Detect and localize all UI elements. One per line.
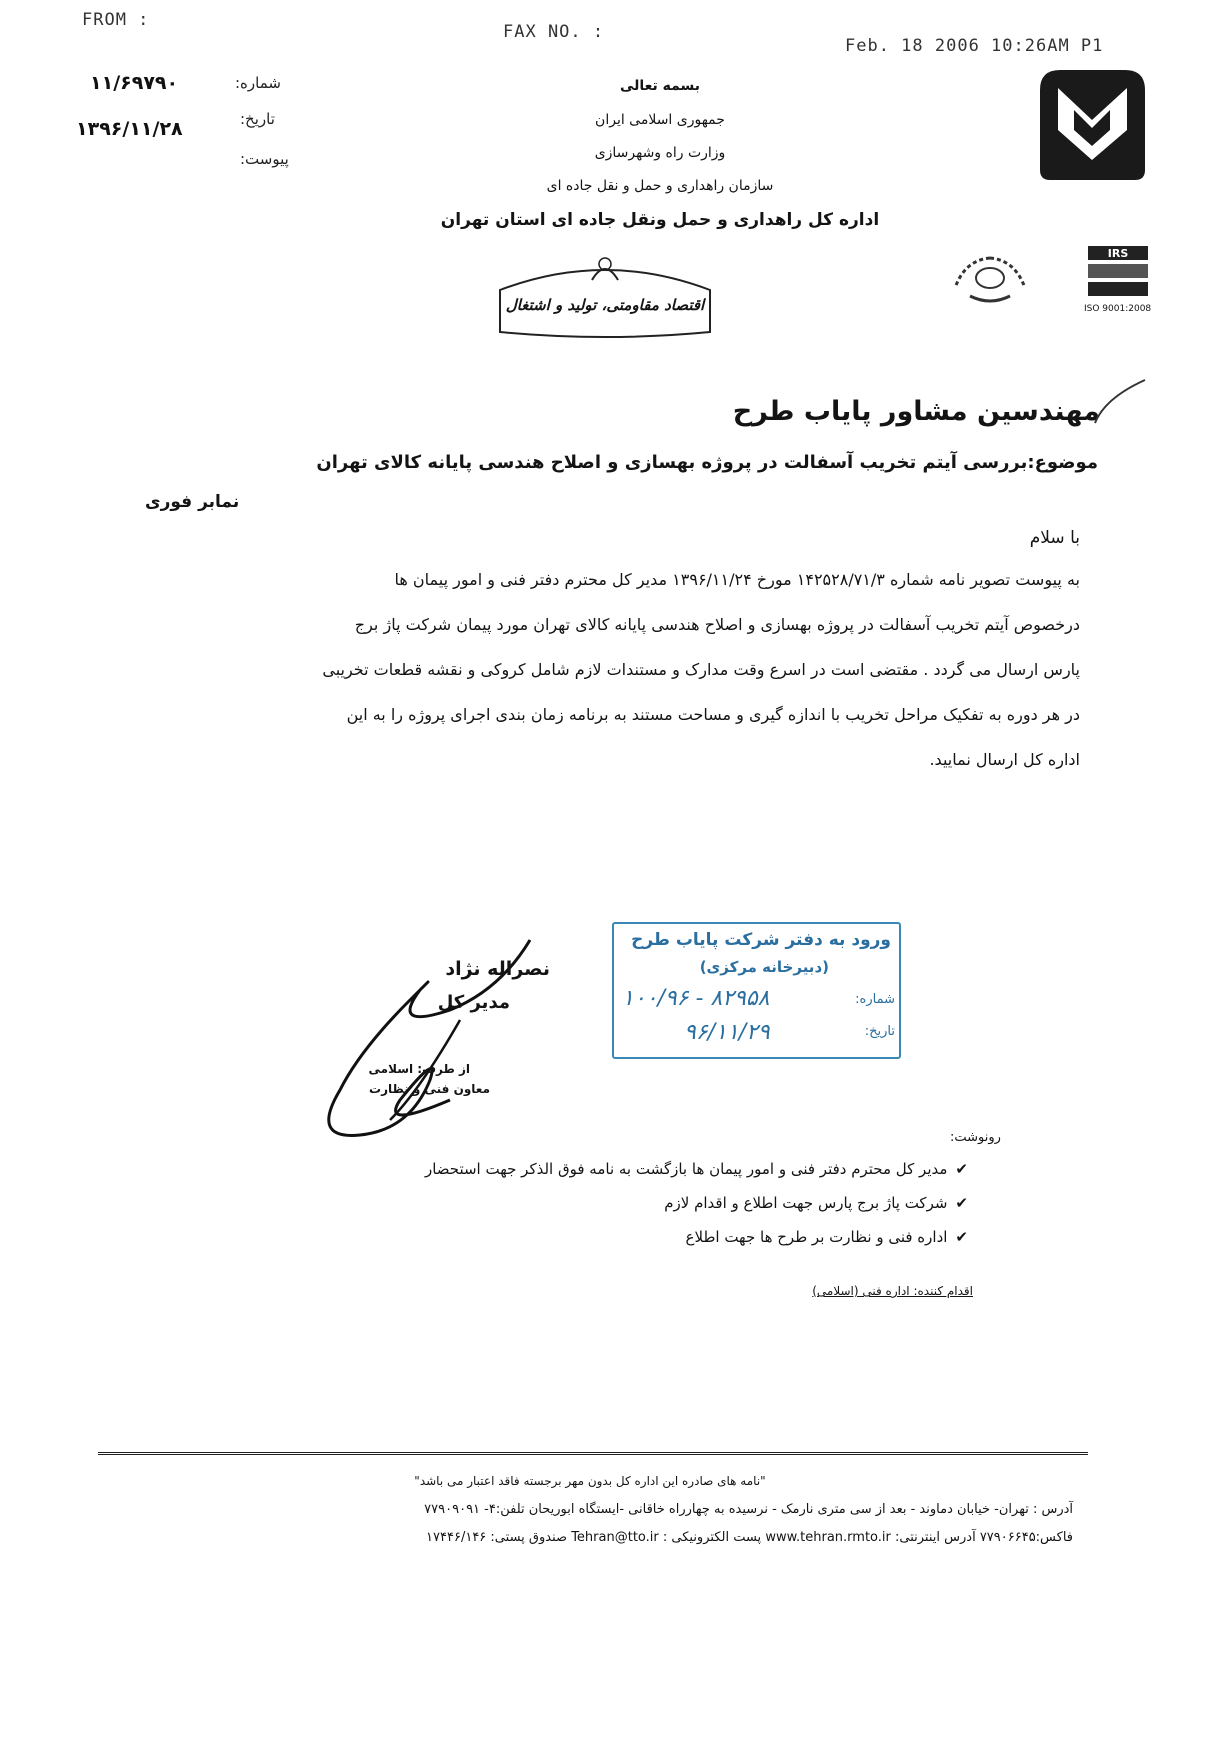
basmala: بسمه تعالی [619, 78, 701, 94]
signature [300, 930, 560, 1160]
ministry-name: وزارت راه وشهرسازی [594, 145, 726, 161]
subject-line: موضوع:بررسی آیتم تخریب آسفالت در پروژه بهسازی و اصلاح هندسی پایانه کالای تهران [316, 452, 1098, 473]
footer-notice: "نامه های صادره این اداره کل بدون مهر برجسته فاقد اعتبار می باشد" [414, 1474, 766, 1488]
attachment-label: پیوست: [240, 150, 289, 168]
stamp-number-label: شماره: [855, 992, 895, 1007]
letter-date-label: تاریخ: [240, 110, 275, 128]
footer-address: آدرس : تهران- خیابان دماوند - بعد از سی متری نارمک - نرسیده به چهارراه خاقانی -ایستگاه ابوریحان تلفن:۴- ۷۷۹۰۹۰۹۱ [424, 1502, 1073, 1517]
deputy-title: معاون فنی و نظارت [369, 1082, 490, 1096]
handwritten-mark [1090, 378, 1150, 428]
slogan-frame [480, 250, 730, 340]
slogan-text: اقتصاد مقاومتی، تولید و اشتغال [505, 296, 705, 314]
cc-item-text: مدیر کل محترم دفتر فنی و امور پیمان ها بازگشت به نامه فوق الذکر جهت استحضار [424, 1160, 948, 1178]
organization-name: سازمان راهداری و حمل و نقل جاده ای [546, 178, 774, 194]
cc-item-text: شرکت پاژ برج پارس جهت اطلاع و اقدام لازم [664, 1194, 948, 1212]
signer-name: نصراله نژاد [445, 958, 550, 980]
urgency-label: نمابر فوری [145, 492, 240, 512]
fax-from-label: FROM : [82, 10, 150, 30]
signer-title: مدیر کل [437, 992, 510, 1013]
emblem-icon [945, 248, 1035, 308]
stamp-date-value: ۹۶/۱۱/۲۹ [684, 1020, 770, 1045]
body-line: درخصوص آیتم تخریب آسفالت در پروژه بهسازی و اصلاح هندسی پایانه کالای تهران مورد پیمان شرکت پاژ برج [354, 615, 1080, 634]
check-icon: ✔ [955, 1160, 968, 1178]
office-name: اداره کل راهداری و حمل ونقل جاده ای استان تهران [440, 210, 880, 230]
body-line: در هر دوره به تفکیک مراحل تخریب با اندازه گیری و مساحت مستند به برنامه زمان بندی اجرای پروژه را به این [346, 705, 1080, 724]
recipient: مهندسین مشاور پایاب طرح [732, 396, 1100, 427]
check-icon: ✔ [955, 1228, 968, 1246]
letter-date-value: ۱۳۹۶/۱۱/۲۸ [76, 118, 183, 140]
footer-divider [98, 1452, 1088, 1455]
cc-item [425, 1160, 968, 1178]
cc-item [664, 1194, 968, 1212]
body-line: اداره کل ارسال نمایید. [929, 750, 1080, 769]
ministry-logo-icon [1030, 60, 1155, 185]
letter-number-value: ۱۱/۶۹۷۹۰ [90, 72, 179, 94]
on-behalf: از طرف: اسلامی [368, 1062, 470, 1076]
action-by: اقدام کننده: اداره فنی (اسلامی) [812, 1284, 973, 1298]
check-icon: ✔ [955, 1194, 968, 1212]
body-line: پارس ارسال می گردد . مقتضی است در اسرع وقت مدارک و مستندات لازم شامل کروکی و نقشه قطعات تخریبی [322, 660, 1080, 679]
cc-item [686, 1228, 968, 1246]
cc-item-text: اداره فنی و نظارت بر طرح ها جهت اطلاع [685, 1228, 948, 1246]
stamp-date-label: تاریخ: [864, 1024, 895, 1039]
footer-contacts: فاکس:۷۷۹۰۶۶۴۵ آدرس اینترنتی: www.tehran.rmto.ir پست الکترونیکی : Tehran@tto.ir صندوق پستی: ۱۷۴۴۶/۱۴۶ [426, 1530, 1073, 1545]
stamp-number-value: ۱۰۰/۹۶ - ۸۲۹۵۸ [622, 986, 770, 1011]
receipt-stamp [612, 922, 901, 1059]
fax-number-label: FAX NO. : [503, 22, 605, 42]
greeting: با سلام [1029, 528, 1080, 548]
country-name: جمهوری اسلامی ایران [595, 112, 725, 128]
cc-label: رونوشت: [950, 1130, 1001, 1145]
iso-logo-icon [1078, 242, 1158, 322]
stamp-subtitle: (دبیرخانه مرکزی) [699, 958, 829, 976]
body-line: به پیوست تصویر نامه شماره ۱۴۲۵۲۸/۷۱/۳ مورخ ۱۳۹۶/۱۱/۲۴ مدیر کل محترم دفتر فنی و امور پیمان ها [394, 570, 1080, 589]
svg-text:IRS: IRS [1107, 247, 1129, 260]
iso-text: ISO 9001:2008 [1084, 304, 1152, 314]
letter-number-label: شماره: [235, 74, 281, 92]
fax-timestamp: Feb. 18 2006 10:26AM P1 [845, 36, 1104, 56]
stamp-title: ورود به دفتر شرکت پایاب طرح [631, 930, 891, 950]
